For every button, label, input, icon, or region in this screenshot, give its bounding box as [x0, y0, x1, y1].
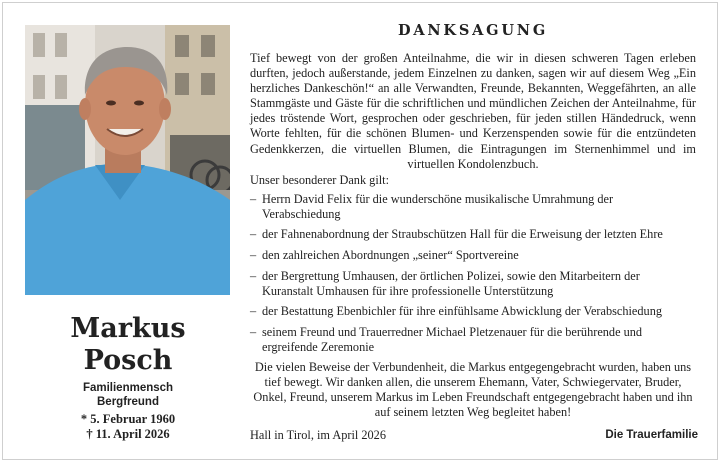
thanks-heading: Unser besonderer Dank gilt: — [250, 173, 389, 187]
list-dash: – — [250, 304, 257, 318]
description-family: Familienmensch — [82, 382, 174, 394]
list-item-text: seinem Freund und Trauerredner Michael Pletzenauer für die berührende und ergreifende Zeremonie — [262, 325, 643, 354]
list-item-text: der Bestattung Ebenbichler für ihre einfühlsame Abwicklung der Verabschiedung — [262, 304, 662, 318]
notice-title: DANKSAGUNG — [397, 22, 549, 39]
list-dash: – — [250, 227, 257, 241]
list-dash: – — [250, 192, 257, 206]
portrait-illustration — [25, 25, 230, 295]
list-item — [250, 325, 700, 354]
place-date: Hall in Tirol, im April 2026 — [250, 428, 386, 442]
list-dash: – — [250, 248, 257, 262]
signature: Die Trauerfamilie — [605, 429, 698, 441]
list-dash: – — [250, 325, 257, 339]
list-dash: – — [250, 269, 257, 283]
death-date: † 11. April 2026 — [86, 427, 170, 441]
list-item — [250, 304, 700, 319]
list-item — [250, 269, 700, 298]
list-item-text: Herrn David Felix für die wunderschöne musikalische Umrahmung der Verabschiedung — [262, 192, 614, 221]
list-item-text: der Fahnenabordnung der Straubschützen Hall für die Erweisung der letzten Ehre — [262, 227, 663, 241]
intro-paragraph: Tief bewegt von der großen Anteilnahme, die wir in diesen schweren Tagen erleben durften, jedoch außerstande, jedem Einzelnen zu danken, sagen wir auf diesem Weg „Ein herzliches Dankeschön!“ an alle Verwandten, Freunde, Bekannten, Weggefährten, an alle Stammgäste und Gäste für die schriftlichen und mündlichen Zeichen der Anteilnahme, für jedes tröstende Wort, gesprochen oder geschrieben, für jeden stillen Händedruck, wenn Worte fehlten, für die schönen Blumen- und Kerzenspenden sowie für die entzündeten Gedenkkerzen, die virtuellen Blumen, die Eintragungen im Sternenhimmel und im virtuellen Kondolenzbuch. — [250, 51, 696, 171]
list-item — [250, 192, 700, 221]
list-item — [250, 227, 700, 242]
last-name: Posch — [83, 345, 173, 376]
portrait-photo — [25, 25, 230, 295]
list-item-text: der Bergrettung Umhausen, der örtlichen Polizei, sowie den Mitarbeitern der Kuranstalt Umhausen für ihre professionelle Unterstützung — [262, 269, 640, 298]
list-item-text: den zahlreichen Abordnungen „seiner“ Sportvereine — [262, 248, 519, 262]
list-item — [250, 248, 700, 263]
birth-date: * 5. Februar 1960 — [80, 412, 176, 426]
first-name: Markus — [70, 313, 186, 344]
closing-paragraph: Die vielen Beweise der Verbundenheit, die Markus entgegengebracht wurden, haben uns tief bewegt. Wir danken allen, die unserem Ehemann, Vater, Schwiegervater, Bruder, Onkel, Freund, unserem Markus im Leben Freundschaft entgegengebracht haben und ihn auf seinem letzten Weg begleitet haben! — [253, 360, 693, 419]
description-mountain: Bergfreund — [97, 396, 159, 408]
